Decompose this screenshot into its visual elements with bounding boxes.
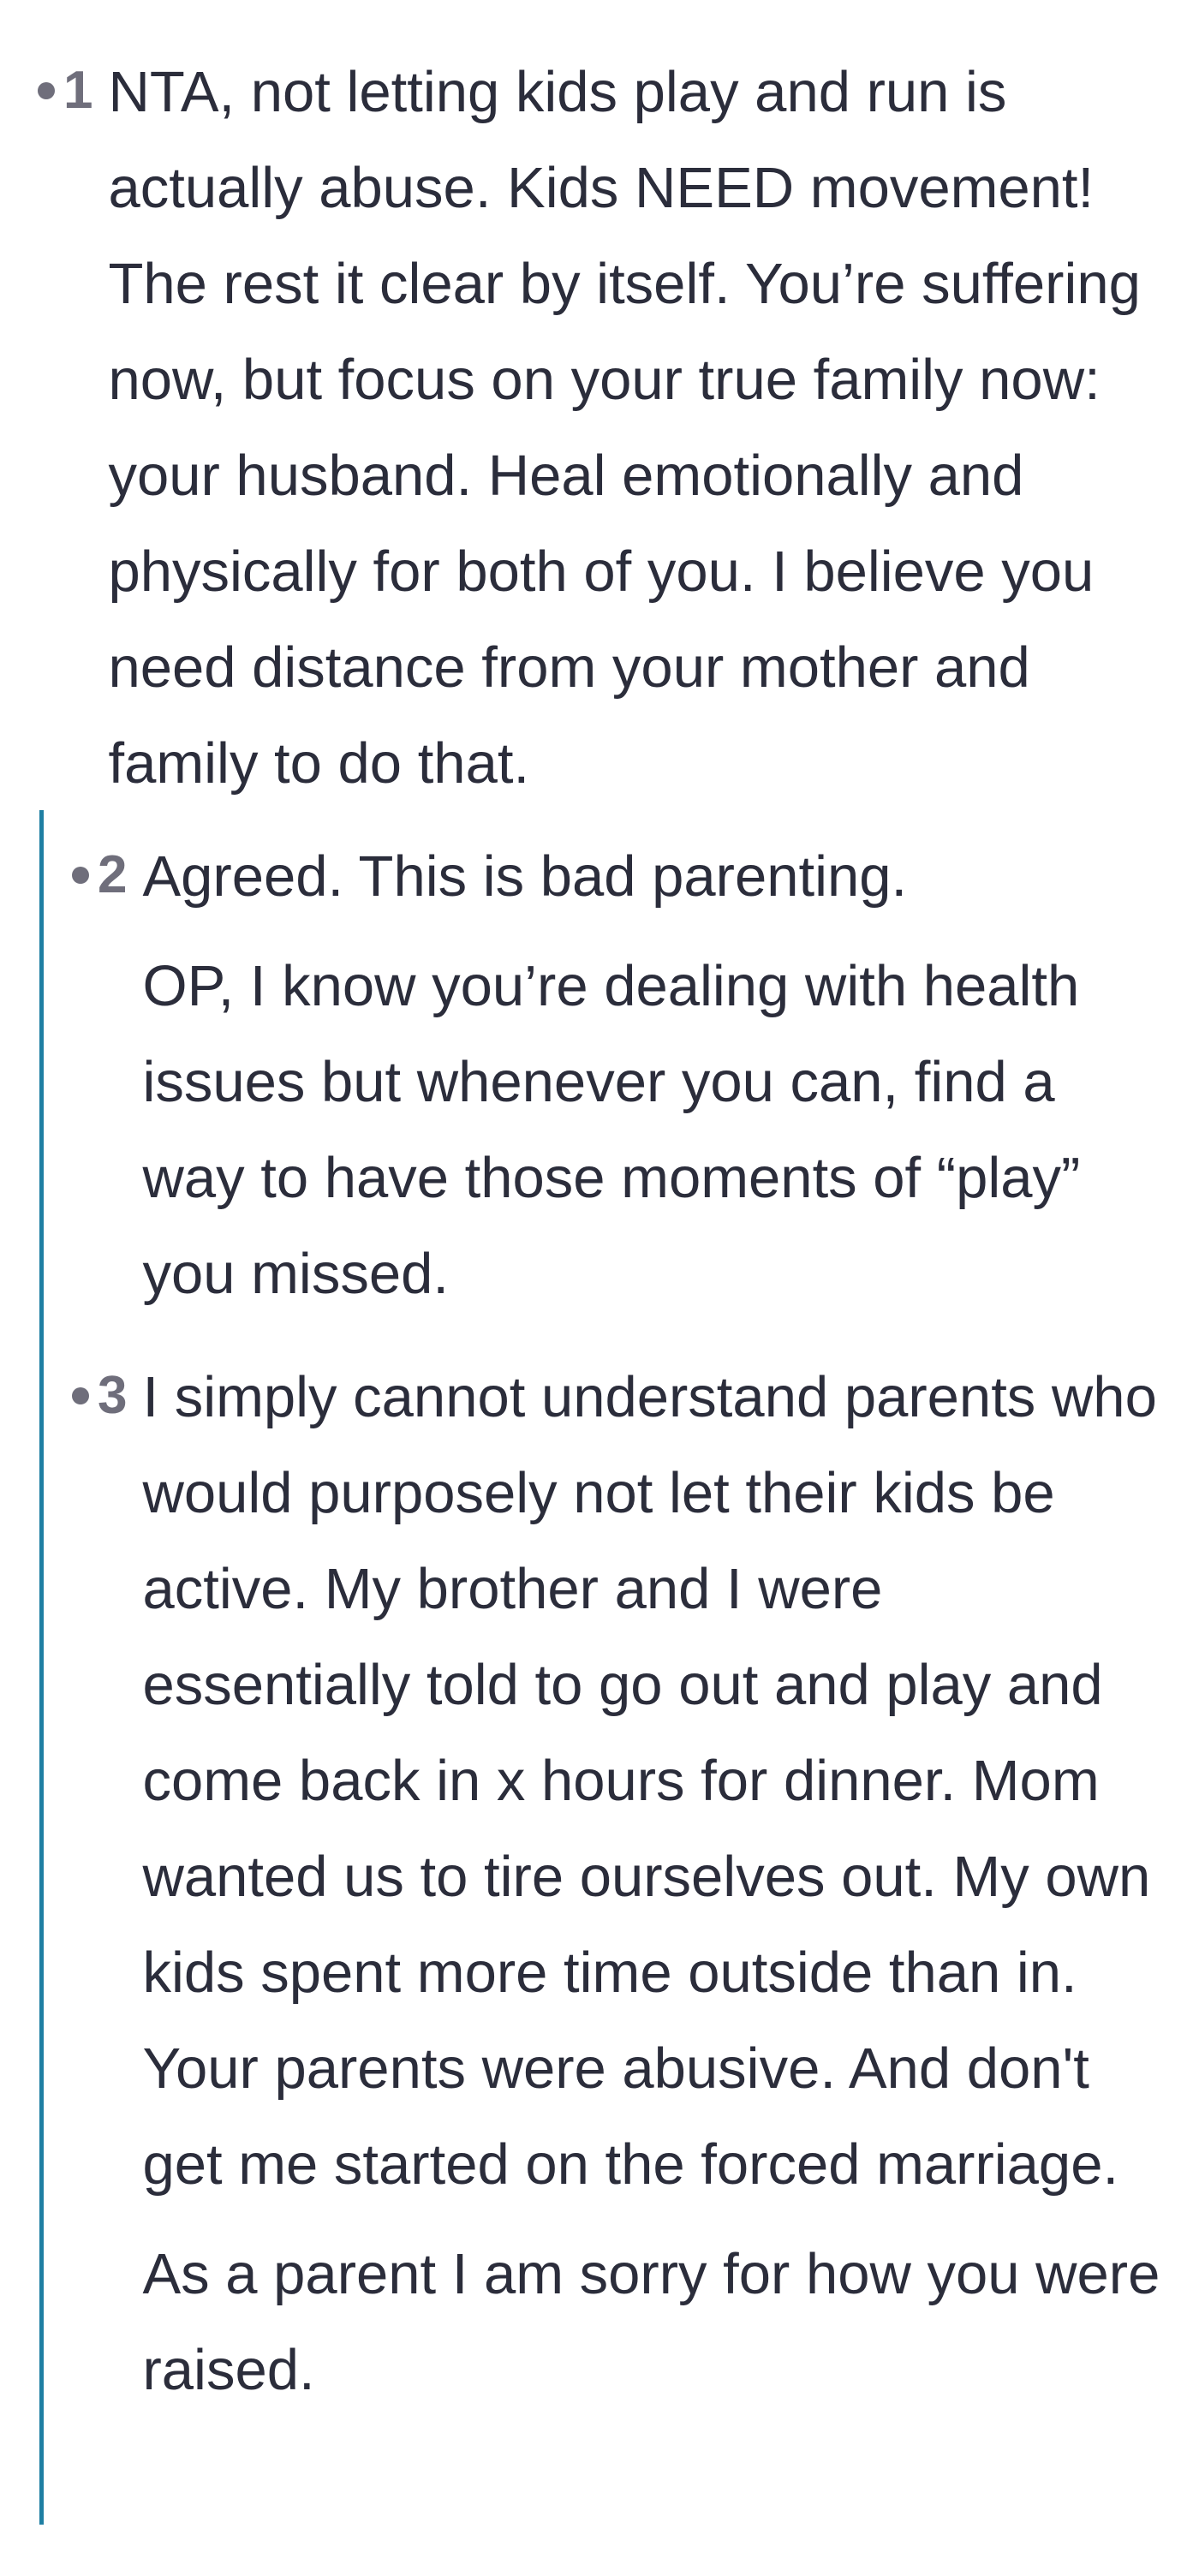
thread-line[interactable] — [39, 810, 44, 2525]
comment-3 — [72, 1350, 1177, 2418]
bullet-icon — [72, 867, 89, 884]
comment-marker — [72, 1350, 127, 1442]
comment-paragraph: Agreed. This is bad parenting. — [142, 844, 908, 909]
comment-body — [108, 45, 1168, 812]
comment-number: 3 — [98, 1366, 128, 1425]
comment-2 — [72, 829, 1177, 1322]
comment-paragraph: NTA, not letting kids play and run is actually abuse. Kids NEED movement! The rest it clear by itself. You’re suffering now, but focus on your true family now: your husband. Heal emotionally and physically for both of you. I believe you need distance from your mother and family to do that. — [108, 60, 1141, 796]
comment-paragraph: I simply cannot understand parents who would purposely not let their kids be active. My brother and I were essentially told to go out and play and come back in x hours for dinner. Mom wanted us to tire ourselves out. My own kids spent more time outside than in. Your parents were abusive. And don't get me started on the forced marriage. — [142, 1365, 1157, 2197]
comment-number: 2 — [98, 845, 128, 904]
comment-marker — [72, 829, 127, 921]
comment-marker — [38, 45, 92, 137]
comment-paragraph: As a parent I am sorry for how you were raised. — [142, 2242, 1160, 2402]
bullet-icon — [38, 82, 55, 99]
comment-number: 1 — [63, 61, 93, 120]
comment-body — [142, 829, 1161, 1322]
bullet-icon — [72, 1387, 89, 1404]
comment-body — [142, 1350, 1161, 2418]
comment-paragraph: OP, I know you’re dealing with health issues but whenever you can, find a way to have those moments of “play” you missed. — [142, 954, 1081, 1306]
comment-1 — [38, 45, 1168, 812]
